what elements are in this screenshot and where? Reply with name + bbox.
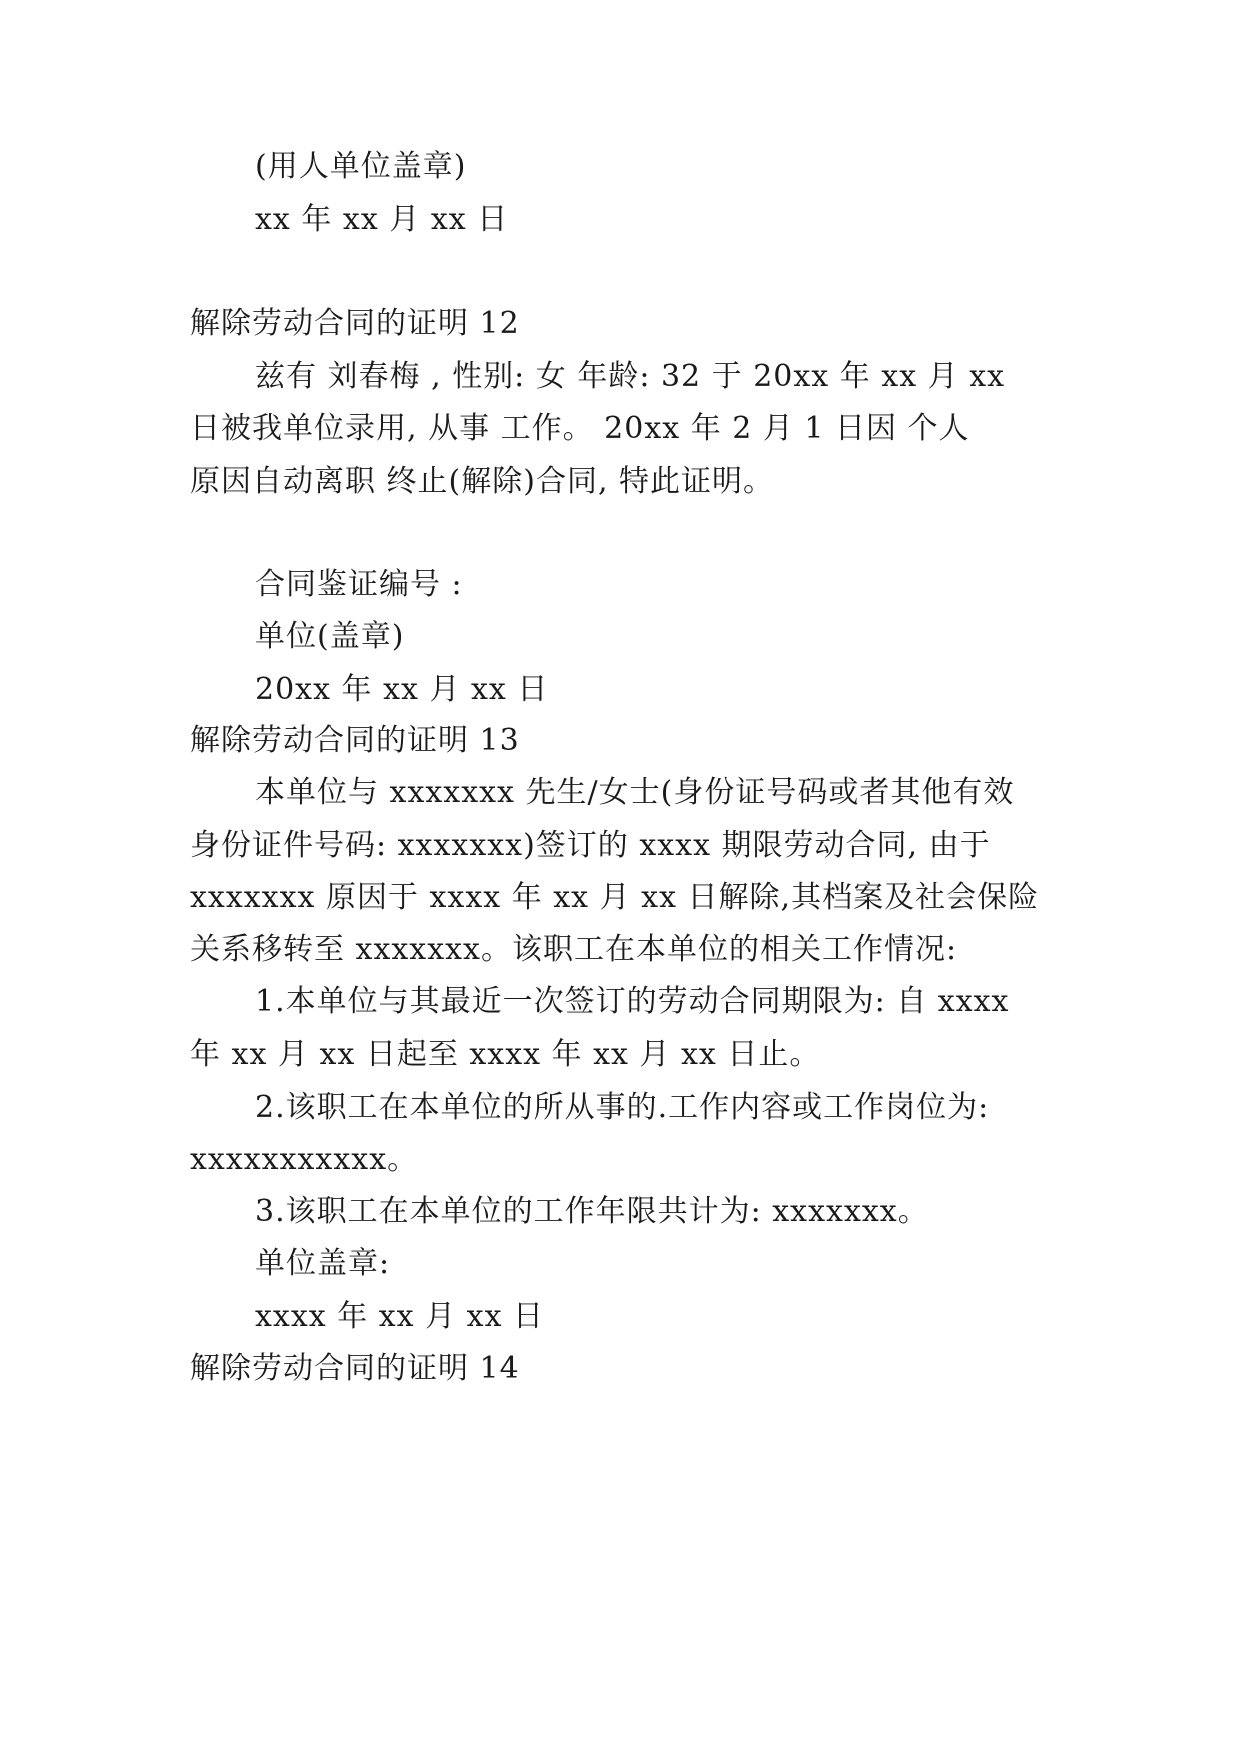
- list-item-1: 1.本单位与其最近一次签订的劳动合同期限为: 自 xxxx: [255, 984, 1010, 1019]
- unit-seal-label: 单位(盖章): [255, 619, 405, 654]
- section-heading-13: 解除劳动合同的证明 13: [190, 723, 520, 758]
- paragraph-line: 兹有 刘春梅 , 性别: 女 年龄: 32 于 20xx 年 xx 月 xx: [255, 359, 1006, 394]
- list-item-2-continued: xxxxxxxxxxx。: [190, 1142, 419, 1177]
- paragraph-line: 身份证件号码: xxxxxxx)签订的 xxxx 期限劳动合同, 由于: [190, 828, 991, 863]
- list-item-1-continued: 年 xx 月 xx 日起至 xxxx 年 xx 月 xx 日止。: [190, 1037, 821, 1072]
- contract-verification-number-label: 合同鉴证编号 :: [255, 567, 463, 602]
- unit-seal-label: 单位盖章:: [255, 1246, 391, 1281]
- section-heading-14: 解除劳动合同的证明 14: [190, 1351, 520, 1386]
- paragraph-line: 日被我单位录用, 从事 工作。 20xx 年 2 月 1 日因 个人: [190, 411, 970, 446]
- section-heading-12: 解除劳动合同的证明 12: [190, 306, 520, 341]
- paragraph-line: 本单位与 xxxxxxx 先生/女士(身份证号码或者其他有效: [255, 775, 1015, 810]
- date-line: 20xx 年 xx 月 xx 日: [255, 672, 549, 707]
- date-line: xx 年 xx 月 xx 日: [255, 202, 509, 237]
- paragraph-line: 原因自动离职 终止(解除)合同, 特此证明。: [190, 464, 775, 499]
- paragraph-line: xxxxxxx 原因于 xxxx 年 xx 月 xx 日解除,其档案及社会保险: [190, 880, 1040, 915]
- list-item-2: 2.该职工在本单位的所从事的.工作内容或工作岗位为:: [255, 1090, 990, 1125]
- paragraph-line: 关系移转至 xxxxxxx。该职工在本单位的相关工作情况:: [190, 932, 958, 967]
- employer-seal-label: (用人单位盖章): [255, 149, 467, 184]
- date-line: xxxx 年 xx 月 xx 日: [255, 1299, 545, 1334]
- list-item-3: 3.该职工在本单位的工作年限共计为: xxxxxxx。: [255, 1194, 929, 1229]
